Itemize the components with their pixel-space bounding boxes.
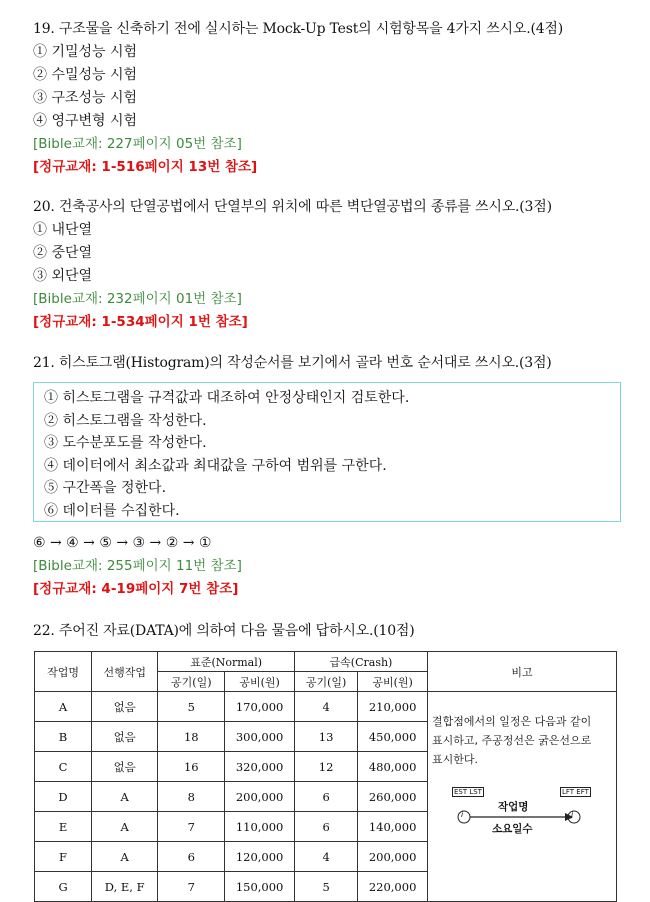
- cell-task: F: [35, 842, 92, 872]
- cell-normal-days: 8: [158, 782, 225, 812]
- note-line: 표시하고, 주공정선은 굵은선으로: [431, 734, 592, 747]
- cell-crash-cost: 480,000: [358, 752, 428, 782]
- table-header-row: [35, 652, 617, 672]
- node-j-label: j: [570, 810, 574, 819]
- main-textbook-reference: [정규교재: 4-19페이지 7번 참조]: [33, 581, 239, 597]
- question-title: 20. 건축공사의 단열공법에서 단열부의 위치에 따른 벽단열공법의 종류를 쓰시오.(3점): [33, 199, 552, 215]
- est-lst-label: EST LST: [453, 788, 482, 796]
- main-textbook-reference: [정규교재: 1-534페이지 1번 참조]: [33, 314, 248, 330]
- header-normal-cost: 공비(원): [225, 672, 295, 692]
- answer-line: ① 기밀성능 시험: [33, 44, 138, 60]
- node-i-label: i: [460, 810, 464, 819]
- header-normal-duration: 공기(일): [158, 672, 225, 692]
- option-item: ③ 도수분포도를 작성한다.: [44, 435, 207, 451]
- cell-predecessor: A: [92, 782, 158, 812]
- lft-eft-label: LFT EFT: [561, 788, 589, 796]
- header-task: 작업명: [35, 652, 92, 692]
- answer-line: ① 내단열: [33, 222, 93, 238]
- cell-crash-cost: 260,000: [358, 782, 428, 812]
- duration-label: 소요일수: [491, 823, 533, 835]
- cell-predecessor: 없음: [92, 722, 158, 752]
- note-cell: [427, 692, 616, 902]
- activity-data-table: [34, 651, 617, 902]
- cell-crash-cost: 140,000: [358, 812, 428, 842]
- answer-line: ② 중단열: [33, 245, 93, 261]
- question-title: 21. 히스토그램(Histogram)의 작성순서를 보기에서 골라 번호 순서대로 쓰시오.(3점): [33, 355, 552, 371]
- cell-task: E: [35, 812, 92, 842]
- note-text: [432, 712, 612, 769]
- cell-normal-cost: 300,000: [225, 722, 295, 752]
- cell-predecessor: A: [92, 812, 158, 842]
- bible-reference: [Bible교재: 255페이지 11번 참조]: [33, 558, 242, 574]
- answer-line: ② 수밀성능 시험: [33, 67, 138, 83]
- answer-sequence: ⑥ → ④ → ⑤ → ③ → ② → ①: [33, 535, 212, 551]
- cell-normal-cost: 110,000: [225, 812, 295, 842]
- answer-line: ④ 영구변형 시험: [33, 113, 138, 129]
- header-crash: 급속(Crash): [294, 652, 427, 672]
- header-crash-cost: 공비(원): [358, 672, 428, 692]
- cell-normal-days: 7: [158, 872, 225, 902]
- cell-crash-cost: 200,000: [358, 842, 428, 872]
- question-19: [33, 18, 633, 179]
- activity-name-label: 작업명: [497, 801, 529, 813]
- cell-normal-days: 16: [158, 752, 225, 782]
- question-20: [33, 196, 633, 334]
- option-item: ⑥ 데이터를 수집한다.: [44, 502, 180, 519]
- header-predecessor: 선행작업: [92, 652, 158, 692]
- cell-crash-days: 13: [294, 722, 357, 752]
- cell-task: A: [35, 692, 92, 722]
- question-22: [33, 620, 633, 643]
- cell-normal-cost: 320,000: [225, 752, 295, 782]
- cell-crash-days: 12: [294, 752, 357, 782]
- cell-predecessor: A: [92, 842, 158, 872]
- cell-task: D: [35, 782, 92, 812]
- question-title: 19. 구조물을 신축하기 전에 실시하는 Mock-Up Test의 시험항목을 4가지 쓰시오.(4점): [33, 21, 564, 37]
- cell-crash-days: 6: [294, 782, 357, 812]
- cell-predecessor: D, E, F: [92, 872, 158, 902]
- cell-crash-cost: 210,000: [358, 692, 428, 722]
- cell-crash-days: 4: [294, 692, 357, 722]
- cell-normal-cost: 150,000: [225, 872, 295, 902]
- cell-crash-days: 6: [294, 812, 357, 842]
- cell-task: B: [35, 722, 92, 752]
- cell-crash-cost: 220,000: [358, 872, 428, 902]
- option-item: ⑤ 구간폭을 정한다.: [44, 480, 167, 496]
- cell-predecessor: 없음: [92, 692, 158, 722]
- main-textbook-reference: [정규교재: 1-516페이지 13번 참조]: [33, 159, 258, 175]
- cell-predecessor: 없음: [92, 752, 158, 782]
- option-item: ② 히스토그램을 작성한다.: [44, 412, 207, 429]
- cell-normal-cost: 200,000: [225, 782, 295, 812]
- options-box: [33, 382, 621, 522]
- answer-line: ③ 외단열: [33, 268, 93, 284]
- header-note: 비고: [427, 652, 616, 692]
- cell-normal-days: 7: [158, 812, 225, 842]
- header-normal: 표준(Normal): [158, 652, 295, 672]
- cell-crash-days: 5: [294, 872, 357, 902]
- question-21-title: [33, 352, 633, 375]
- note-line: 결합점에서의 일정은 다음과 같이: [431, 715, 592, 728]
- table-row: [35, 692, 617, 722]
- option-item: ① 히스토그램을 규격값과 대조하여 안정상태인지 검토한다.: [44, 390, 410, 406]
- cell-normal-days: 18: [158, 722, 225, 752]
- bible-reference: [Bible교재: 232페이지 01번 참조]: [33, 291, 242, 307]
- note-line: 표시한다.: [431, 753, 478, 766]
- header-crash-duration: 공기(일): [294, 672, 357, 692]
- cell-normal-days: 5: [158, 692, 225, 722]
- answer-line: ③ 구조성능 시험: [33, 90, 138, 106]
- node-notation-diagram: [452, 785, 612, 837]
- cell-task: G: [35, 872, 92, 902]
- question-21-answer: [33, 532, 633, 601]
- cell-crash-cost: 450,000: [358, 722, 428, 752]
- cell-normal-cost: 170,000: [225, 692, 295, 722]
- cell-normal-days: 6: [158, 842, 225, 872]
- cell-task: C: [35, 752, 92, 782]
- bible-reference: [Bible교재: 227페이지 05번 참조]: [33, 136, 242, 152]
- cell-crash-days: 4: [294, 842, 357, 872]
- question-title: 22. 주어진 자료(DATA)에 의하여 다음 물음에 답하시오.(10점): [33, 623, 415, 639]
- cell-normal-cost: 120,000: [225, 842, 295, 872]
- option-item: ④ 데이터에서 최소값과 최대값을 구하여 범위를 구한다.: [44, 457, 387, 474]
